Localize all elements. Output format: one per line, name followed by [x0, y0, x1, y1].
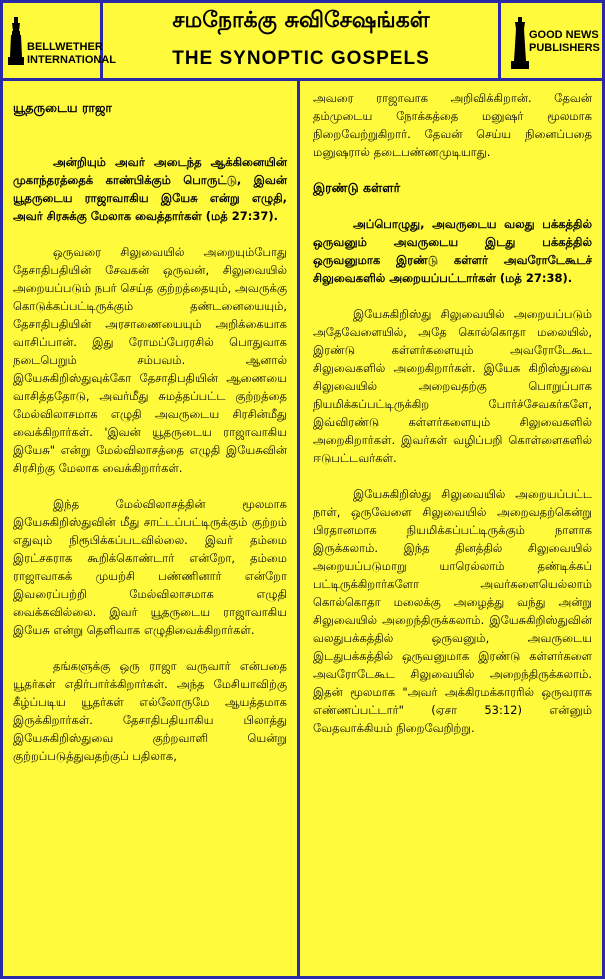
- scripture-quote: அப்பொழுது, அவருடைய வலது பக்கத்தில் ஒருவனும் அவருடைய இடது பக்கத்தில் ஒருவனுமாக இரண்டு கள்ளர் அவரோடேகூடச் சிலுவைகளில் அறையப்பட்டார்கள் (மத் 27:38).: [313, 217, 592, 285]
- section-heading-king-of-jews: யூதருடைய ராஜா: [13, 100, 112, 115]
- paragraph: ஒருவரை சிலுவையில் அறையும்போது தேசாதிபதியின் சேவகன் ஒருவன், சிலுவையில் அறையப்படும் நபர் செய்த குற்றத்தையும், அவருக்கு கொடுக்கப்பட்டிருக்கும் தண்டனையையும், தேசாதிபதியின் அரசாணையையும் அறிக்கையாக வாசிப்பான். இது ரோமப்பேரரசில் பொதுவாக நடைபெறும் சம்பவம். ஆனால் இயேசுகிறிஸ்துவுக்கோ தேசாதிபதியின் ஆணையை வாசித்ததோடு, அவர்மீது சுமத்தப்பட்ட குற்றத்தை மேல்விலாசமாக எழுதி அவருடைய சிரசின்மீது வைக்கிறார்கள். 'இவன் யூதருடைய ராஜாவாகிய இயேசு" என்று மேல்விலாசத்தை எழுதி இயேசுவின் சிரசிற்கு மேலாக வைக்கிறார்கள்.: [13, 245, 287, 475]
- paragraph: இயேசுகிறிஸ்து சிலுவையில் அறையப்படும் அதேவேளையில், அதே கொல்கொதா மலையில், இரண்டு கள்ளர்களையும் அவரோடேகூட சிலுவைகளில் அறைகிறார்கள். இயேசு கிறிஸ்துவை சிலுவையில் அறைவதற்கு பொறுப்பாக நியமிக்கப்பட்டிருக்கிற போர்ச்சேவகர்களே, இவ்விரண்டு கள்ளர்களையும் சிலுவைகளில் அறைகிறார்கள். இவர்கள் வழிப்பறி கொள்ளைகளில் ஈடுபட்டவர்கள்.: [313, 307, 592, 465]
- paragraph: இயேசுகிறிஸ்து சிலுவையில் அறையப்பட்ட நாள், ஒருவேளை சிலுவையில் அறைவதற்கென்று பிரதானமாக நியமிக்கப்பட்டிருக்கும் நாளாக இருக்கலாம். இந்த தினத்தில் சிலுவையில் அறையப்படுமாறு யாரெல்லாம் தண்டிக்கப் பட்டிருக்கிறார்களோ அவர்களையெல்லாம் கொல்கொதா மலைக்கு அழைத்து வந்து அன்று சிலுவையில் அறைந்திருக்கலாம். இயேசுகிறிஸ்துவின் வலதுபக்கத்தில் ஒருவனும், அவருடைய இடதுபக்கத்தில் ஒருவனுமாக இரண்டு கள்ளர்களை அவரோடேகூட சிலுவையில் அறைந்திருக்கலாம். இதன் மூலமாக "அவர் அக்கிரமக்காரரில் ஒருவராக எண்ணப்பட்டார்" (ஏசா 53:12) என்னும் வேதவாக்கியம் நிறைவேறிற்று.: [313, 487, 592, 735]
- bellwether-logo-text: BELLWETHER INTERNATIONAL: [27, 41, 117, 66]
- paragraph: தங்களுக்கு ஒரு ராஜா வருவார் என்பதை யூதர்கள் எதிர்பார்க்கிறார்கள். அந்த மேசியாவிற்கு கீழ்ப்படிய யூதர்கள் எல்லோருமே ஆயத்தமாக இருக்கிறார்கள். தேசாதிபதியாகிய பிலாத்து இயேசுகிறிஸ்துவை குற்றவாளி யென்று குற்றப்படுத்துவதற்குப் பதிலாக,: [13, 659, 287, 763]
- section-heading-two-thieves: இரண்டு கள்ளர்: [313, 180, 401, 195]
- good-news-logo-text: GOOD NEWS PUBLISHERS: [529, 29, 600, 54]
- paragraph: இந்த மேல்விலாசத்தின் மூலமாக இயேசுகிறிஸ்துவின் மீது சாட்டப்பட்டிருக்கும் குற்றம் எதுவும் நிரூபிக்கப்படவில்லை. இவர் தம்மை இரட்சகராக கூறிக்கொண்டார் என்றோ, தம்மை ராஜாவாகக் முயற்சி பண்ணினார் என்றோ இவரைப்பற்றி மேல்விலாசமாக எழுதி வைக்கவில்லை. இவர் யூதருடைய ராஜாவாகிய இயேசு என்று தெளிவாக எழுதிவைக்கிறார்கள்.: [13, 497, 287, 637]
- scripture-quote: அன்றியும் அவர் அடைந்த ஆக்கினையின் முகாந்தரத்தைக் காண்பிக்கும் பொருட்டு, இவன் யூதருடைய ராஜாவாகிய இயேசு என்று எழுதி, அவர் சிரசுக்கு மேலாக வைத்தார்கள் (மத் 27:37).: [13, 155, 287, 223]
- title-english: THE SYNOPTIC GOSPELS: [172, 48, 430, 69]
- paragraph-continued: அவரை ராஜாவாக அறிவிக்கிறான். தேவன் தம்முடைய நோக்கத்தை மனுஷர் மூலமாக நிறைவேற்றுகிறார். தேவன் செய்ய நினைப்பதை மனுஷரால் தடைபண்ணமுடியாது.: [313, 91, 592, 159]
- title-tamil: சமநோக்கு சுவிசேஷங்கள்: [172, 8, 430, 33]
